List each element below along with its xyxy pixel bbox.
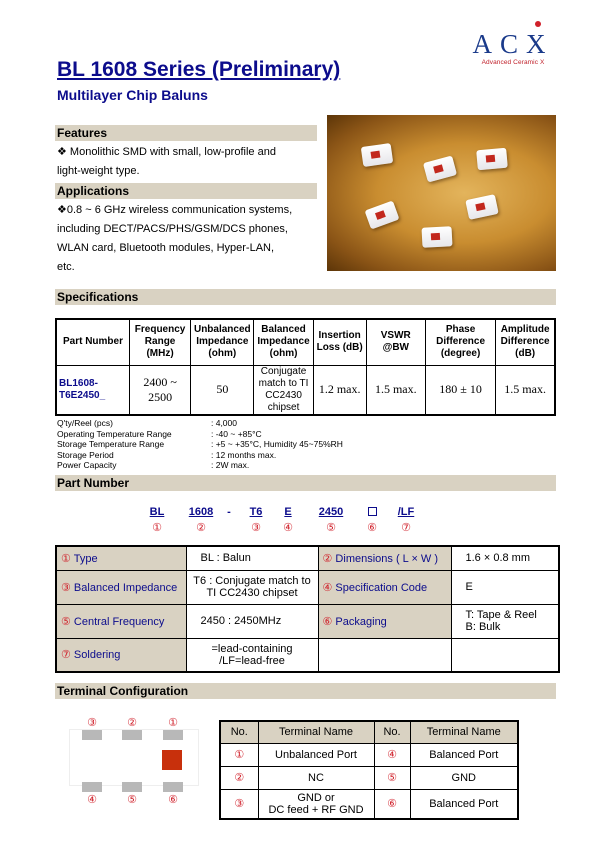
note-value: : 12 months max. xyxy=(211,449,277,460)
header-unbalanced: Unbalanced Impedance (ohm) xyxy=(191,319,254,365)
page-subtitle: Multilayer Chip Baluns xyxy=(57,87,208,103)
terminal-number: ① xyxy=(220,743,258,766)
value-soldering xyxy=(186,638,318,672)
label-text: Specification Code xyxy=(332,581,428,594)
label-number: ⑤ xyxy=(61,615,71,628)
terminal-name: NC xyxy=(258,766,374,789)
pin-number: ⑤ xyxy=(127,794,137,806)
chip-image xyxy=(421,226,452,248)
note-key: Storage Temperature Range xyxy=(57,439,165,449)
cell-balanced: Conjugate match to TI CC2430 chipset xyxy=(254,365,313,415)
value-line: B: Bulk xyxy=(465,621,501,633)
value-line: TI CC2430 chipset xyxy=(206,587,298,599)
header-frequency: Frequency Range (MHz) xyxy=(129,319,190,365)
terminal-table xyxy=(219,720,519,820)
code-segment xyxy=(245,506,267,534)
label-balanced-impedance xyxy=(56,570,186,604)
header-part-number: Part Number xyxy=(56,319,129,365)
note-key: Q'ty/Reel (pcs) xyxy=(57,418,113,428)
terminal-pad xyxy=(122,730,142,740)
value-specification-code: E xyxy=(451,570,559,604)
terminal-number: ⑥ xyxy=(374,789,410,819)
page-title: BL 1608 Series (Preliminary) xyxy=(57,58,341,81)
value-central-frequency: 2450 : 2450MHz xyxy=(186,604,318,638)
header-terminal-name: Terminal Name xyxy=(258,721,374,743)
label-number: ⑦ xyxy=(61,649,71,662)
note-row xyxy=(57,460,343,471)
code-segment xyxy=(313,506,349,534)
label-number: ④ xyxy=(322,581,333,594)
applications-line: WLAN card, Bluetooth modules, Hyper-LAN, xyxy=(57,242,275,254)
chip-image xyxy=(476,148,508,171)
cell-frequency: 2400 ~ 2500 xyxy=(129,365,190,415)
value-line: T6 : Conjugate match to xyxy=(193,575,311,587)
label-specification-code xyxy=(318,570,451,604)
value-type: BL : Balun xyxy=(186,546,318,570)
value-line: /LF=lead-free xyxy=(219,654,285,667)
header-amplitude: Amplitude Difference (dB) xyxy=(496,319,555,365)
cell-amplitude: 1.5 max. xyxy=(496,365,555,415)
label-type xyxy=(56,546,186,570)
table-row xyxy=(220,789,518,819)
terminal-name: GND xyxy=(410,766,518,789)
empty-cell xyxy=(318,638,451,672)
code-text: E xyxy=(284,506,292,518)
orientation-mark xyxy=(162,750,182,770)
code-number: ③ xyxy=(251,522,261,534)
cell-insertion-loss: 1.2 max. xyxy=(313,365,366,415)
label-dimensions xyxy=(318,546,451,570)
header-phase: Phase Difference (degree) xyxy=(425,319,495,365)
label-number: ② xyxy=(322,552,333,565)
label-text: Dimensions ( L × W ) xyxy=(332,552,439,565)
cell-part-number: BL1608-T6E2450_ xyxy=(56,365,129,415)
features-heading: Features xyxy=(55,125,317,141)
table-header-row xyxy=(56,319,555,365)
terminal-heading: Terminal Configuration xyxy=(55,683,556,699)
code-segment xyxy=(223,506,235,521)
table-row xyxy=(56,365,555,415)
code-text: BL xyxy=(149,506,165,518)
applications-heading: Applications xyxy=(55,183,317,199)
terminal-pad xyxy=(122,782,142,792)
note-value: : 4,000 xyxy=(211,418,237,428)
logo-subtitle: Advanced Ceramic X xyxy=(481,59,545,66)
part-number-table xyxy=(55,545,560,673)
logo-dot xyxy=(535,21,541,27)
terminal-name-line: DC feed + RF GND xyxy=(268,803,364,816)
header-terminal-name: Terminal Name xyxy=(410,721,518,743)
label-central-frequency xyxy=(56,604,186,638)
code-segment xyxy=(278,506,298,534)
code-number: ④ xyxy=(283,522,293,534)
chip-image xyxy=(364,200,399,229)
table-row xyxy=(220,743,518,766)
code-segment xyxy=(186,506,216,534)
note-row xyxy=(57,418,343,429)
cell-vswr: 1.5 max. xyxy=(366,365,425,415)
code-segment xyxy=(393,506,419,534)
note-key: Operating Temperature Range xyxy=(57,428,172,439)
applications-line: ❖0.8 ~ 6 GHz wireless communication systems, xyxy=(57,204,293,216)
terminal-name xyxy=(258,789,374,819)
header-vswr: VSWR @BW xyxy=(366,319,425,365)
label-text: Packaging xyxy=(332,615,387,628)
specifications-heading: Specifications xyxy=(55,289,556,305)
label-text: Central Frequency xyxy=(70,615,165,628)
header-insertion-loss: Insertion Loss (dB) xyxy=(313,319,366,365)
spec-notes xyxy=(57,418,343,471)
value-packaging xyxy=(451,604,559,638)
label-text: Balanced Impedance xyxy=(70,581,178,594)
specifications-table xyxy=(55,318,556,416)
label-number: ③ xyxy=(61,581,71,594)
chip-footprint-diagram xyxy=(70,730,198,785)
terminal-name-line: GND or xyxy=(297,791,335,804)
terminal-number: ④ xyxy=(374,743,410,766)
cell-unbalanced: 50 xyxy=(191,365,254,415)
chip-image xyxy=(423,155,457,182)
note-key: Storage Period xyxy=(57,449,114,460)
code-number: ⑥ xyxy=(367,522,377,534)
value-line: T: Tape & Reel xyxy=(465,609,537,621)
code-box-icon xyxy=(362,506,382,518)
code-segment xyxy=(144,506,170,534)
features-line: ❖ Monolithic SMD with small, low-profile and xyxy=(57,146,276,158)
code-number: ⑤ xyxy=(326,522,336,534)
code-number: ② xyxy=(196,522,206,534)
label-soldering xyxy=(56,638,186,672)
part-number-heading: Part Number xyxy=(55,475,556,491)
table-header-row xyxy=(220,721,518,743)
terminal-number: ⑤ xyxy=(374,766,410,789)
code-number: ⑦ xyxy=(401,522,411,534)
table-row xyxy=(56,638,559,672)
terminal-name: Unbalanced Port xyxy=(258,743,374,766)
logo-word: ACX xyxy=(472,29,554,59)
value-line: =lead-containing xyxy=(211,642,293,655)
label-number: ① xyxy=(61,552,71,565)
note-value: : -40 ~ +85°C xyxy=(211,428,262,439)
value-balanced-impedance xyxy=(186,570,318,604)
pin-number: ③ xyxy=(87,717,97,729)
terminal-number: ② xyxy=(220,766,258,789)
terminal-pad xyxy=(82,782,102,792)
note-value: : 2W max. xyxy=(211,460,250,470)
terminal-name: Balanced Port xyxy=(410,743,518,766)
header-no: No. xyxy=(220,721,258,743)
pin-number: ① xyxy=(168,717,178,729)
table-row xyxy=(56,604,559,638)
terminal-number: ③ xyxy=(220,789,258,819)
label-text: Type xyxy=(70,552,98,565)
applications-line: etc. xyxy=(57,261,75,273)
header-balanced: Balanced Impedance (ohm) xyxy=(254,319,313,365)
terminal-pad xyxy=(163,730,183,740)
features-text xyxy=(57,143,276,181)
pin-number: ② xyxy=(127,717,137,729)
header-no: No. xyxy=(374,721,410,743)
terminal-name: Balanced Port xyxy=(410,789,518,819)
value-dimensions: 1.6 × 0.8 mm xyxy=(451,546,559,570)
code-text: - xyxy=(227,506,231,518)
chip-image xyxy=(361,143,393,167)
label-text: Soldering xyxy=(70,649,121,662)
code-text: 2450 xyxy=(318,506,344,518)
cell-phase: 180 ± 10 xyxy=(425,365,495,415)
chip-image xyxy=(465,194,499,220)
note-row xyxy=(57,439,343,450)
note-row xyxy=(57,450,343,461)
terminal-pad xyxy=(82,730,102,740)
applications-text xyxy=(57,201,292,277)
pin-number: ④ xyxy=(87,794,97,806)
terminal-pad xyxy=(163,782,183,792)
acx-logo xyxy=(468,30,558,66)
table-row xyxy=(56,546,559,570)
label-packaging xyxy=(318,604,451,638)
code-number: ① xyxy=(152,522,162,534)
note-value: : +5 ~ +35°C, Humidity 45~75%RH xyxy=(211,439,343,449)
pin-number: ⑥ xyxy=(168,794,178,806)
note-key: Power Capacity xyxy=(57,460,117,470)
empty-cell xyxy=(451,638,559,672)
code-text: T6 xyxy=(249,506,263,518)
table-row xyxy=(220,766,518,789)
code-segment xyxy=(362,506,382,534)
applications-line: including DECT/PACS/PHS/GSM/DCS phones, xyxy=(57,223,288,235)
code-text: /LF xyxy=(397,506,415,518)
note-row xyxy=(57,429,343,440)
features-line: light-weight type. xyxy=(57,165,140,177)
label-number: ⑥ xyxy=(322,615,333,628)
product-photo xyxy=(327,115,556,271)
table-row xyxy=(56,570,559,604)
code-text: 1608 xyxy=(188,506,214,518)
